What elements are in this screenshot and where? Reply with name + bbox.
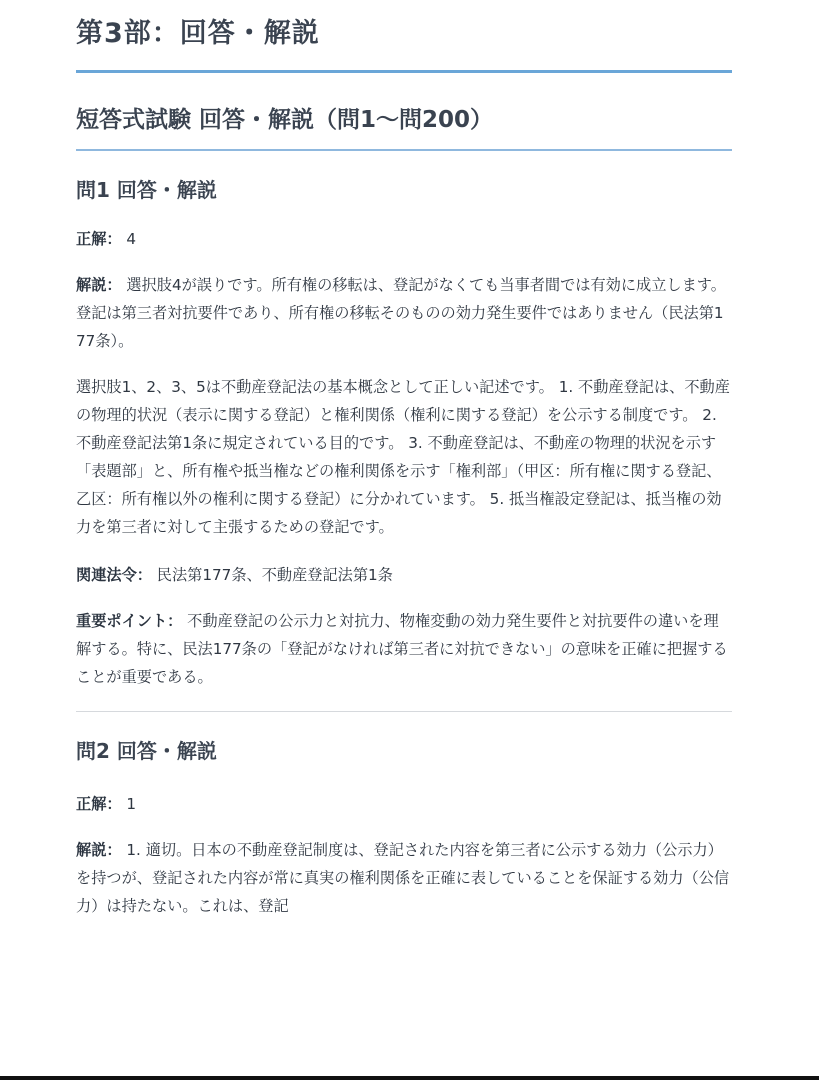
answer-label: 正解： <box>76 795 122 813</box>
answer-value: 4 <box>126 230 137 248</box>
related-law-text: 民法第177条、不動産登記法第1条 <box>156 566 393 584</box>
question-2-answer <box>76 790 732 818</box>
question-1-related-law <box>76 561 732 589</box>
question-1 <box>76 175 732 691</box>
bottom-edge-bar <box>0 1076 819 1080</box>
answer-label: 正解： <box>76 230 122 248</box>
related-law-label: 関連法令： <box>76 566 152 584</box>
document-content <box>76 0 732 920</box>
explanation-label: 解説： <box>76 276 122 294</box>
explanation-text: 1. 適切。日本の不動産登記制度は、登記された内容を第三者に公示する効力（公示力）を持つが、登記された内容が常に真実の権利関係を正確に表していることを保証する効力（公信力）は持たない。これは、登記 <box>76 841 730 915</box>
question-1-explanation <box>76 271 732 355</box>
answer-value: 1 <box>126 795 137 813</box>
explanation-text: 選択肢4が誤りです。所有権の移転は、登記がなくても当事者間では有効に成立します。登記は第三者対抗要件であり、所有権の移転そのものの効力発生要件ではありません（民法第177条）。 <box>76 276 726 350</box>
section-title-divider <box>76 149 732 151</box>
question-1-choices-explanation: 選択肢1、2、3、5は不動産登記法の基本概念として正しい記述です。 1. 不動産登記は、不動産の物理的状況（表示に関する登記）と権利関係（権利に関する登記）を公示する制度です。 2. 不動産登記法第1条に規定されている目的です。 3. 不動産登記は、不動産の物理的状況を示す「表題部」と、所有権や抵当権などの権利関係を示す「権利部」（甲区：所有権に関する登記、乙区：所有権以外の権利に関する登記）に分かれています。 5. 抵当権設定登記は、抵当権の効力を第三者に対して主張するための登記です。 <box>76 378 730 536</box>
question-1-key-point <box>76 607 732 691</box>
question-2-explanation <box>76 836 732 920</box>
question-2-title: 問2 回答・解説 <box>76 739 217 763</box>
part-title: 第3部：回答・解説 <box>76 18 320 49</box>
question-separator <box>76 711 732 712</box>
key-point-label: 重要ポイント： <box>76 612 183 630</box>
explanation-label: 解説： <box>76 841 122 859</box>
part-title-divider <box>76 70 732 73</box>
question-1-title: 問1 回答・解説 <box>76 178 217 202</box>
key-point-text: 不動産登記の公示力と対抗力、物権変動の効力発生要件と対抗要件の違いを理解する。特に、民法177条の「登記がなければ第三者に対抗できない」の意味を正確に把握することが重要である。 <box>76 612 728 686</box>
question-1-answer <box>76 225 732 253</box>
section-title: 短答式試験 回答・解説（問1〜問200） <box>76 107 494 133</box>
question-2 <box>76 736 732 920</box>
